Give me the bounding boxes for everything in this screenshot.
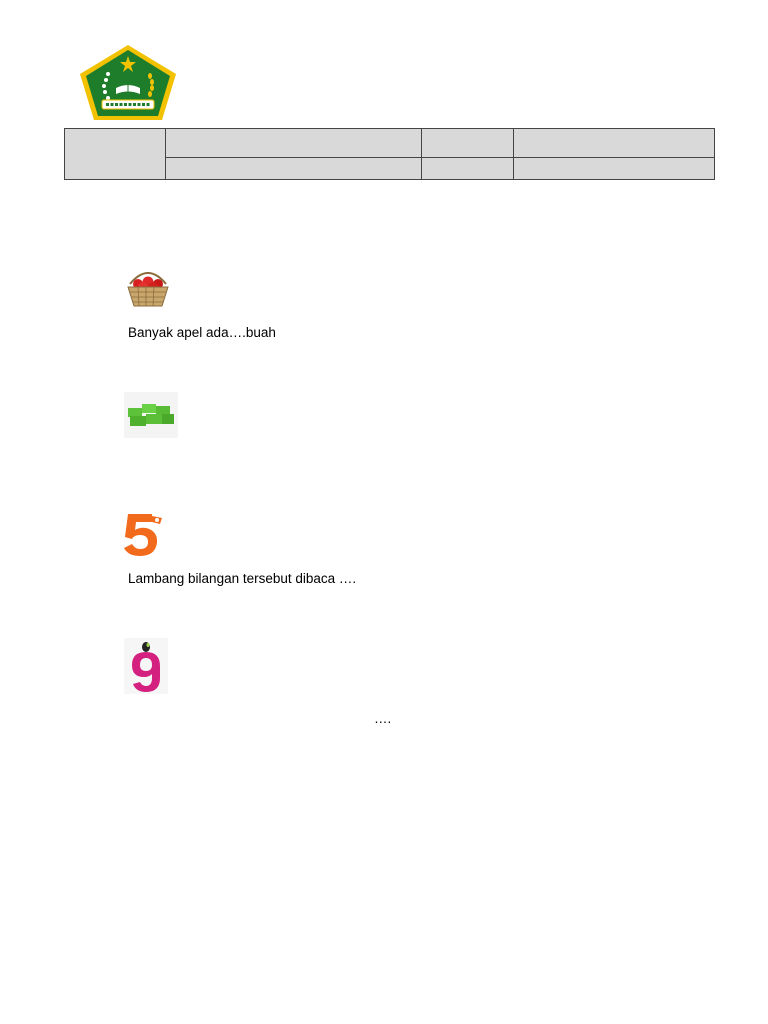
- header-cell: [422, 129, 514, 158]
- header-cell: [65, 129, 166, 180]
- header-table-row: [65, 129, 715, 158]
- apple-basket-image: [124, 262, 172, 310]
- header-info-table: [64, 128, 715, 180]
- header-cell: [422, 158, 514, 180]
- header-cell: [514, 158, 715, 180]
- number-five-image: [122, 510, 166, 558]
- number-nine-image: [124, 638, 168, 694]
- question-text: Lambang bilangan tersebut dibaca ….: [128, 571, 357, 586]
- ministry-emblem-logo: [78, 44, 178, 122]
- header-cell: [166, 129, 422, 158]
- header-cell: [166, 158, 422, 180]
- header-cell: [514, 129, 715, 158]
- question-text: ….: [374, 711, 392, 726]
- green-blocks-image: [124, 392, 178, 438]
- question-text: Banyak apel ada….buah: [128, 325, 276, 340]
